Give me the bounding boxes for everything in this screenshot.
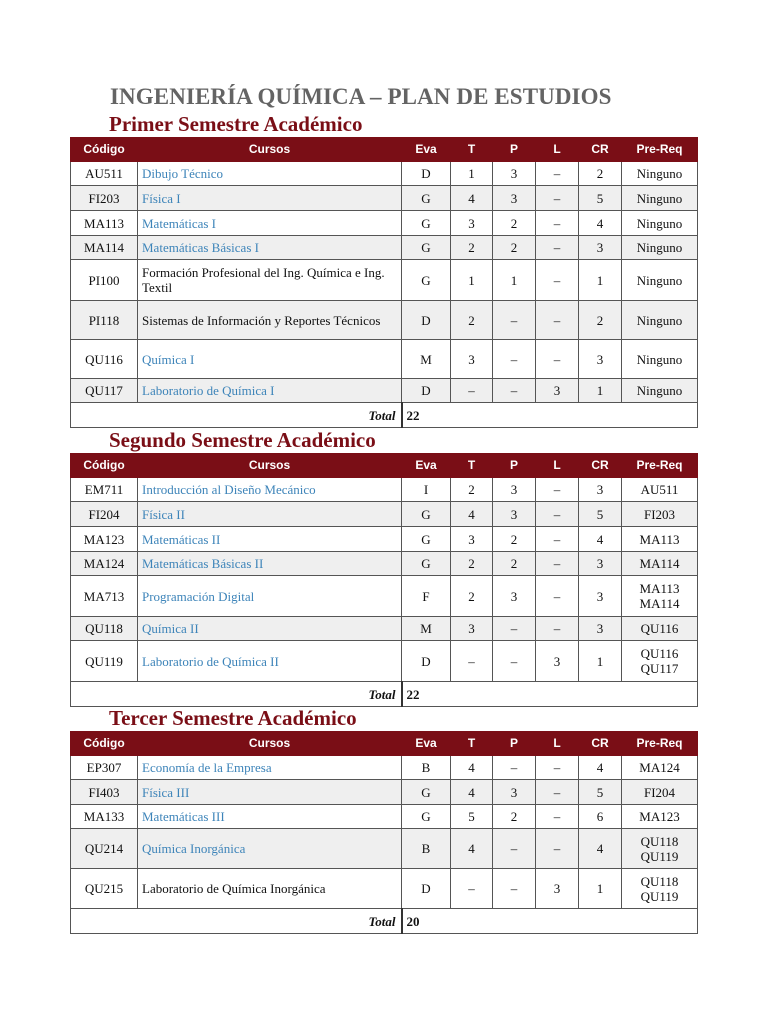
eva-cell: D — [402, 641, 451, 682]
course-code: QU116 — [71, 340, 138, 379]
total-label: Total — [71, 909, 402, 934]
prereq-cell — [622, 805, 698, 829]
semester-section — [70, 112, 697, 428]
semester-section — [70, 706, 697, 934]
t-hours: 2 — [451, 552, 493, 576]
table-row — [71, 162, 698, 186]
l-hours: – — [536, 617, 579, 641]
table-row — [71, 379, 698, 403]
course-code: MA114 — [71, 236, 138, 260]
credits: 1 — [579, 260, 622, 301]
table-row — [71, 829, 698, 869]
semester-title: Primer Semestre Académico — [109, 112, 363, 136]
course-code: PI118 — [71, 301, 138, 340]
table-header-row — [71, 454, 698, 478]
total-credits: 22 — [402, 682, 698, 707]
prereq-code: Ninguno — [636, 312, 683, 328]
prereq-cell — [622, 869, 698, 909]
course-code: MA713 — [71, 576, 138, 617]
prereq-cell — [622, 379, 698, 403]
course-code: QU117 — [71, 379, 138, 403]
p-hours: 1 — [493, 260, 536, 301]
t-hours: 4 — [451, 186, 493, 211]
l-hours: – — [536, 186, 579, 211]
t-hours: 3 — [451, 617, 493, 641]
prereq-cell — [622, 552, 698, 576]
header-cr: CR — [579, 138, 622, 162]
course-link[interactable]: Matemáticas I — [138, 211, 402, 236]
p-hours: – — [493, 756, 536, 780]
p-hours: 2 — [493, 236, 536, 260]
prereq-cell — [622, 641, 698, 682]
l-hours: – — [536, 301, 579, 340]
p-hours: – — [493, 379, 536, 403]
prereq-code: Ninguno — [636, 240, 683, 255]
course-code: QU118 — [71, 617, 138, 641]
prereq-code: Ninguno — [636, 351, 683, 367]
prereq-code: Ninguno — [636, 272, 683, 288]
t-hours: – — [451, 869, 493, 909]
course-link[interactable]: Física III — [138, 780, 402, 805]
prereq-code: QU116 — [640, 646, 679, 661]
l-hours: 3 — [536, 379, 579, 403]
prereq-code: QU118 — [640, 873, 679, 889]
table-row — [71, 301, 698, 340]
prereq-cell — [622, 829, 698, 869]
course-link[interactable]: Laboratorio de Química I — [138, 379, 402, 403]
prereq-code: QU118 — [640, 833, 679, 849]
course-code: AU511 — [71, 162, 138, 186]
l-hours: – — [536, 162, 579, 186]
l-hours: – — [536, 552, 579, 576]
prereq-cell — [622, 211, 698, 236]
prereq-code: FI203 — [643, 506, 676, 522]
credits: 3 — [579, 576, 622, 617]
credits: 1 — [579, 379, 622, 403]
prereq-cell — [622, 186, 698, 211]
l-hours: – — [536, 805, 579, 829]
prereq-code: Ninguno — [636, 215, 683, 231]
header-code: Código — [71, 454, 138, 478]
header-eva: Eva — [402, 732, 451, 756]
p-hours: 2 — [493, 552, 536, 576]
course-name: Laboratorio de Química Inorgánica — [138, 869, 402, 909]
course-link[interactable]: Matemáticas Básicas II — [138, 552, 402, 576]
eva-cell: G — [402, 805, 451, 829]
t-hours: 5 — [451, 805, 493, 829]
t-hours: 3 — [451, 211, 493, 236]
total-row — [71, 403, 698, 428]
l-hours: 3 — [536, 869, 579, 909]
t-hours: 2 — [451, 478, 493, 502]
prereq-cell — [622, 301, 698, 340]
course-code: QU119 — [71, 641, 138, 682]
prereq-cell — [622, 478, 698, 502]
header-prereq: Pre-Req — [622, 138, 698, 162]
course-code: MA124 — [71, 552, 138, 576]
eva-cell: G — [402, 236, 451, 260]
prereq-code: FI204 — [643, 784, 676, 800]
credits: 3 — [579, 340, 622, 379]
l-hours: – — [536, 576, 579, 617]
table-row — [71, 236, 698, 260]
table-row — [71, 186, 698, 211]
curriculum-table — [70, 137, 698, 428]
t-hours: 4 — [451, 756, 493, 780]
course-code: EP307 — [71, 756, 138, 780]
total-credits: 20 — [402, 909, 698, 934]
table-header-row — [71, 732, 698, 756]
t-hours: – — [451, 641, 493, 682]
prereq-cell — [622, 162, 698, 186]
eva-cell: D — [402, 162, 451, 186]
course-name: Sistemas de Información y Reportes Técnicos — [138, 301, 402, 340]
table-header-row — [71, 138, 698, 162]
table-row — [71, 576, 698, 617]
header-courses: Cursos — [138, 732, 402, 756]
eva-cell: D — [402, 379, 451, 403]
p-hours: – — [493, 641, 536, 682]
p-hours: 3 — [493, 478, 536, 502]
table-row — [71, 641, 698, 682]
header-prereq: Pre-Req — [622, 454, 698, 478]
l-hours: – — [536, 502, 579, 527]
l-hours: – — [536, 211, 579, 236]
course-code: QU214 — [71, 829, 138, 869]
header-eva: Eva — [402, 454, 451, 478]
eva-cell: B — [402, 829, 451, 869]
course-code: MA133 — [71, 805, 138, 829]
l-hours: 3 — [536, 641, 579, 682]
credits: 6 — [579, 805, 622, 829]
credits: 4 — [579, 756, 622, 780]
eva-cell: G — [402, 780, 451, 805]
p-hours: – — [493, 617, 536, 641]
prereq-code: MA113 — [639, 581, 680, 596]
prereq-code: QU117 — [640, 661, 679, 676]
eva-cell: F — [402, 576, 451, 617]
course-code: FI204 — [71, 502, 138, 527]
eva-cell: D — [402, 301, 451, 340]
credits: 3 — [579, 236, 622, 260]
l-hours: – — [536, 260, 579, 301]
table-row — [71, 340, 698, 379]
eva-cell: G — [402, 260, 451, 301]
l-hours: – — [536, 340, 579, 379]
course-link[interactable]: Dibujo Técnico — [138, 162, 402, 186]
t-hours: – — [451, 379, 493, 403]
prereq-cell — [622, 756, 698, 780]
credits: 4 — [579, 527, 622, 552]
semester-title: Tercer Semestre Académico — [109, 706, 357, 730]
credits: 4 — [579, 211, 622, 236]
course-code: MA123 — [71, 527, 138, 552]
prereq-cell — [622, 617, 698, 641]
prereq-code: QU116 — [640, 621, 679, 636]
t-hours: 2 — [451, 301, 493, 340]
course-link[interactable]: Programación Digital — [138, 576, 402, 617]
prereq-code: Ninguno — [636, 166, 683, 181]
table-row — [71, 478, 698, 502]
p-hours: 2 — [493, 805, 536, 829]
header-eva: Eva — [402, 138, 451, 162]
l-hours: – — [536, 527, 579, 552]
p-hours: 3 — [493, 186, 536, 211]
table-row — [71, 869, 698, 909]
prereq-cell — [622, 576, 698, 617]
prereq-code: MA114 — [639, 596, 680, 611]
l-hours: – — [536, 780, 579, 805]
t-hours: 4 — [451, 780, 493, 805]
table-row — [71, 527, 698, 552]
eva-cell: G — [402, 502, 451, 527]
header-l: L — [536, 138, 579, 162]
table-row — [71, 260, 698, 301]
prereq-cell — [622, 260, 698, 301]
prereq-cell — [622, 527, 698, 552]
p-hours: – — [493, 829, 536, 869]
header-code: Código — [71, 138, 138, 162]
course-link[interactable]: Laboratorio de Química II — [138, 641, 402, 682]
credits: 5 — [579, 186, 622, 211]
header-courses: Cursos — [138, 454, 402, 478]
t-hours: 4 — [451, 502, 493, 527]
semester-section — [70, 428, 697, 707]
p-hours: – — [493, 869, 536, 909]
course-code: MA113 — [71, 211, 138, 236]
l-hours: – — [536, 829, 579, 869]
t-hours: 1 — [451, 260, 493, 301]
header-cr: CR — [579, 454, 622, 478]
eva-cell: G — [402, 186, 451, 211]
eva-cell: G — [402, 211, 451, 236]
header-p: P — [493, 138, 536, 162]
table-row — [71, 780, 698, 805]
total-label: Total — [71, 682, 402, 707]
t-hours: 4 — [451, 829, 493, 869]
eva-cell: D — [402, 869, 451, 909]
header-l: L — [536, 454, 579, 478]
t-hours: 1 — [451, 162, 493, 186]
header-t: T — [451, 732, 493, 756]
total-row — [71, 909, 698, 934]
total-credits: 22 — [402, 403, 698, 428]
prereq-cell — [622, 340, 698, 379]
prereq-code: MA114 — [639, 556, 680, 571]
header-courses: Cursos — [138, 138, 402, 162]
course-code: FI203 — [71, 186, 138, 211]
t-hours: 3 — [451, 340, 493, 379]
p-hours: 3 — [493, 162, 536, 186]
header-p: P — [493, 454, 536, 478]
prereq-code: Ninguno — [636, 383, 683, 398]
eva-cell: B — [402, 756, 451, 780]
p-hours: – — [493, 340, 536, 379]
course-link[interactable]: Matemáticas II — [138, 527, 402, 552]
credits: 4 — [579, 829, 622, 869]
header-p: P — [493, 732, 536, 756]
table-row — [71, 552, 698, 576]
table-row — [71, 805, 698, 829]
p-hours: 2 — [493, 211, 536, 236]
course-name: Formación Profesional del Ing. Química e Ing. Textil — [138, 260, 402, 301]
course-link[interactable]: Química II — [138, 617, 402, 641]
course-link[interactable]: Matemáticas Básicas I — [138, 236, 402, 260]
course-link[interactable]: Química Inorgánica — [138, 829, 402, 869]
l-hours: – — [536, 756, 579, 780]
eva-cell: I — [402, 478, 451, 502]
p-hours: 3 — [493, 576, 536, 617]
credits: 3 — [579, 617, 622, 641]
header-t: T — [451, 138, 493, 162]
prereq-code: QU119 — [640, 888, 679, 904]
credits: 2 — [579, 162, 622, 186]
header-code: Código — [71, 732, 138, 756]
prereq-cell — [622, 236, 698, 260]
prereq-cell — [622, 780, 698, 805]
course-link[interactable]: Física I — [138, 186, 402, 211]
credits: 2 — [579, 301, 622, 340]
credits: 3 — [579, 478, 622, 502]
header-cr: CR — [579, 732, 622, 756]
course-code: EM711 — [71, 478, 138, 502]
semester-title: Segundo Semestre Académico — [109, 428, 376, 452]
course-link[interactable]: Economía de la Empresa — [138, 756, 402, 780]
eva-cell: G — [402, 527, 451, 552]
course-code: QU215 — [71, 869, 138, 909]
p-hours: 3 — [493, 780, 536, 805]
document-title: INGENIERÍA QUÍMICA – PLAN DE ESTUDIOS — [110, 84, 612, 109]
table-row — [71, 617, 698, 641]
course-link[interactable]: Química I — [138, 340, 402, 379]
table-row — [71, 211, 698, 236]
course-link[interactable]: Física II — [138, 502, 402, 527]
t-hours: 3 — [451, 527, 493, 552]
header-l: L — [536, 732, 579, 756]
t-hours: 2 — [451, 576, 493, 617]
curriculum-table — [70, 453, 698, 707]
credits: 5 — [579, 502, 622, 527]
course-code: FI403 — [71, 780, 138, 805]
p-hours: 3 — [493, 502, 536, 527]
prereq-code: AU511 — [640, 482, 679, 497]
course-link[interactable]: Introducción al Diseño Mecánico — [138, 478, 402, 502]
t-hours: 2 — [451, 236, 493, 260]
eva-cell: G — [402, 552, 451, 576]
prereq-code: MA123 — [639, 809, 680, 824]
prereq-cell — [622, 502, 698, 527]
prereq-code: MA113 — [639, 531, 680, 547]
table-row — [71, 502, 698, 527]
total-row — [71, 682, 698, 707]
credits: 5 — [579, 780, 622, 805]
eva-cell: M — [402, 617, 451, 641]
credits: 1 — [579, 869, 622, 909]
table-row — [71, 756, 698, 780]
curriculum-table — [70, 731, 698, 934]
total-label: Total — [71, 403, 402, 428]
course-link[interactable]: Matemáticas III — [138, 805, 402, 829]
credits: 3 — [579, 552, 622, 576]
prereq-code: MA124 — [639, 760, 680, 775]
prereq-code: QU119 — [640, 848, 679, 864]
header-prereq: Pre-Req — [622, 732, 698, 756]
eva-cell: M — [402, 340, 451, 379]
p-hours: – — [493, 301, 536, 340]
l-hours: – — [536, 478, 579, 502]
prereq-code: Ninguno — [636, 190, 683, 206]
header-t: T — [451, 454, 493, 478]
credits: 1 — [579, 641, 622, 682]
l-hours: – — [536, 236, 579, 260]
p-hours: 2 — [493, 527, 536, 552]
course-code: PI100 — [71, 260, 138, 301]
